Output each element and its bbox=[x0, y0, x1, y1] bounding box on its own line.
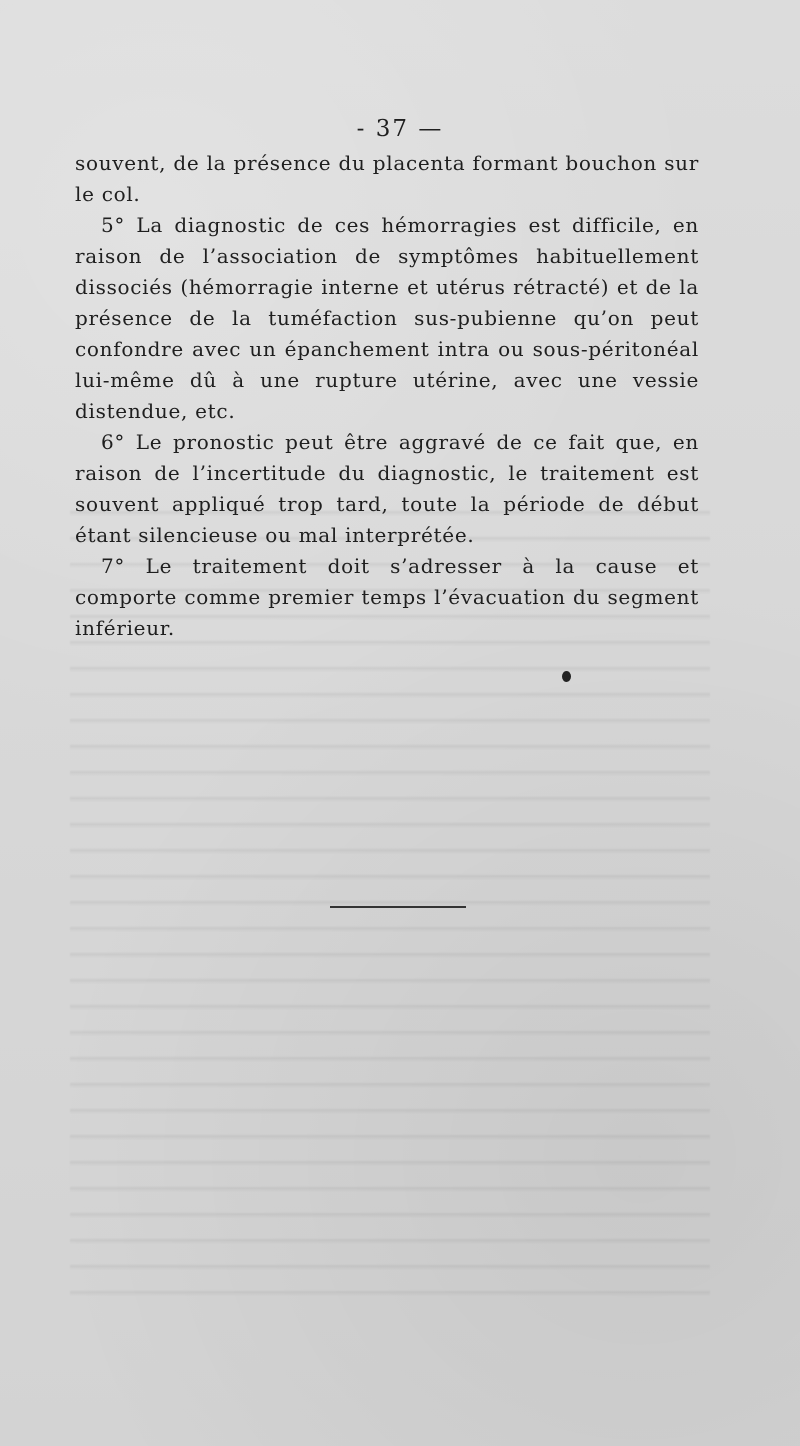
paragraph-continuation: souvent, de la présence du placenta formant bouchon sur le col. bbox=[75, 151, 699, 206]
paragraph-diagnostic: 5° La diagnostic de ces hémorragies est difficile, en raison de l’association de symptômes habituellement dissociés (hémorragie interne et utérus rétracté) et de la présence de la tuméfaction sus-pubienne qu’on peut confondre avec un épanchement intra ou sous-péritonéal lui-même dû à une rupture utérine, avec une vessie distendue, etc. bbox=[75, 213, 699, 423]
paragraph-prognosis: 6° Le pronostic peut être aggravé de ce fait que, en raison de l’incertitude du diagnostic, le traitement est souvent appliqué trop tard, toute la période de début étant silencieuse ou mal interprétée. bbox=[75, 430, 699, 547]
paragraph-treatment: 7° Le traitement doit s’adresser à la cause et comporte comme premier temps l’évacuation du segment inférieur. bbox=[75, 554, 699, 640]
body-text bbox=[75, 148, 699, 644]
section-divider bbox=[330, 906, 466, 908]
page-number: - 37 — bbox=[356, 116, 444, 142]
ink-dot bbox=[562, 671, 571, 682]
